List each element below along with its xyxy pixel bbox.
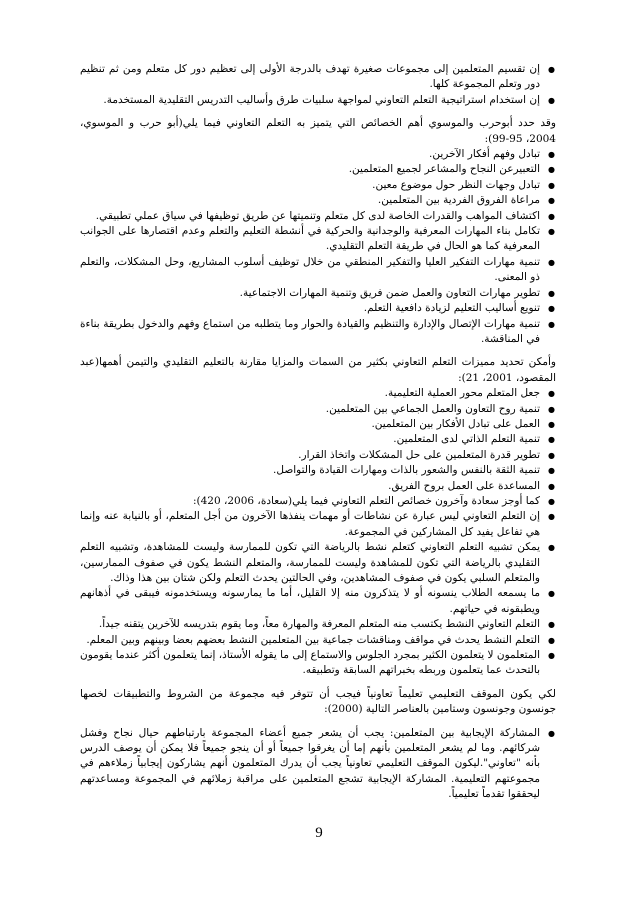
list-item: ● إن تقسيم المتعلمين إلى مجموعات صغيرة تهدف بالدرجة الأولى إلى تعظيم دور كل متعلم ومن ثم تنظيم دور وتعلم المجموعة كلها. bbox=[80, 62, 556, 93]
list-item: ● تبادل وجهات النظر حول موضوع معين. bbox=[80, 178, 556, 193]
list-item: ● تنمية روح التعاون والعمل الجماعي بين المتعلمين. bbox=[80, 402, 556, 417]
list-item: ● تنمية مهارات التفكير العليا والتفكير المنطقي من خلال توظيف أسلوب المشاريع، وحل المشكلات، والتعلم ذو المعنى. bbox=[80, 255, 556, 286]
list-item: ● تنمية التعلم الذاتي لدى المتعلمين. bbox=[80, 432, 556, 447]
list-item: ● إن استخدام استراتيجية التعلم التعاوني لمواجهة سلبيات طرق وأساليب التدريس التقليدية المستخدمة. bbox=[80, 93, 556, 108]
list-item: ● تطوير مهارات التعاون والعمل ضمن فريق وتنمية المهارات الاجتماعية. bbox=[80, 286, 556, 301]
conditions-bullet-list bbox=[80, 726, 556, 803]
list-item: ● تنويع أساليب التعليم لزيادة دافعية التعلم. bbox=[80, 301, 556, 316]
list-item: ● العمل على تبادل الأفكار بين المتعلمين. bbox=[80, 417, 556, 432]
features-intro-paragraph: وقد حدد أبوحرب والموسوي أهم الخصائص التي يتميز به التعلم التعاوني فيما يلي(أبو حرب و الموسوي، 2004، 95-99): bbox=[80, 117, 556, 145]
list-item: ● اكتشاف المواهب والقدرات الخاصة لدى كل متعلم وتنميتها عن طريق توظيفها في سياق عملي تطبيقي. bbox=[80, 209, 556, 224]
list-item: ● إن التعلم التعاوني ليس عبارة عن نشاطات أو مهمات ينفذها الآخرون من أجل المتعلم، أو بالنيابة عنه وإنما هي تفاعل يفيد كل المشاركين في المجموعة. bbox=[80, 509, 556, 540]
list-item: ● تنمية مهارات الإتصال والإدارة والتنظيم والقيادة والحوار وما يتطلبه من استماع وفهم والدخول بطريقة بناءة في المناقشة. bbox=[80, 317, 556, 348]
intro-bullet-list bbox=[80, 62, 556, 108]
page-number: 9 bbox=[315, 825, 323, 841]
list-item: ● تطوير قدرة المتعلمين على حل المشكلات واتخاذ القرار. bbox=[80, 448, 556, 463]
list-item: ● المساعدة على العمل بروح الفريق. bbox=[80, 479, 556, 494]
list-item: ● كما أوجز سعادة وآخرون خصائص التعلم التعاوني فيما يلي(سعادة، 2006، 420): bbox=[80, 494, 556, 509]
list-item: ● المشاركة الإيجابية بين المتعلمين: يجب أن يشعر جميع أعضاء المجموعة بارتباطهم حيال نجاح وفشل شركائهم. وما لم يشعر المتعلمين بأنهم إما أن يغرقوا جميعاً أو أن ينجو جميعاً فلا يمكن أن يوصف الدرس بأنه "تعاوني".ليكون الموقف التعليمي تعاونياً يجب أن يدرك المتعلمون أنهم يشاركون إيجابياً زملاءهم في مجموعتهم التعليمية. المشاركة الإيجابية تشجع المتعلمين على مراقبة زملائهم في المجموعة ومساعدتهم ليحققوا تقدماً تعليمياً. bbox=[80, 726, 556, 803]
list-item: ● التعلم التعاوني النشط يكتسب منه المتعلم المعرفة والمهارة معاً، وما يقوم بتدريسه للآخرين يتقنه جيداً. bbox=[80, 617, 556, 632]
conditions-intro-paragraph: لكي يكون الموقف التعليمي تعليماً تعاونياً فيجب أن تتوفر فيه مجموعة من الشروط والتطبيقات لخصها جونسون وجونسون وستامين بالعناصر التالية (2000): bbox=[80, 687, 556, 716]
list-item: ● جعل المتعلم محور العملية التعليمية. bbox=[80, 386, 556, 401]
list-item: ● مراعاة الفروق الفردية بين المتعلمين. bbox=[80, 193, 556, 208]
features-bullet-list bbox=[80, 147, 556, 347]
list-item: ● التعلم النشط يحدث في مواقف ومناقشات جماعية بين المتعلمين النشط بعضهم بعضا وبينهم وبين المعلم. bbox=[80, 633, 556, 648]
list-item: ● يمكن تشبيه التعلم التعاوني كتعلم نشط بالرياضة التي تكون للممارسة وليست للمشاهدة، وتشبيه التعلم التقليدي بالرياضة التي تكون للمشاهدة وليست للممارسة، والمتعلم النشط يكون في صفوف الممارسين، والمتعلم السلبي يكون في صفوف المشاهدين، وفي الحالتين يحدث التعلم ولكن شتان بين هذا وذاك. bbox=[80, 540, 556, 586]
list-item: ● المتعلمون لا يتعلمون الكثير بمجرد الجلوس والاستماع إلى ما يقوله الأستاذ، إنما يتعلمون أكثر عندما يقومون بالتحدث عما يتعلمون وربطه بخبراتهم السابقة وتطبيقه. bbox=[80, 648, 556, 679]
advantages-bullet-list bbox=[80, 386, 556, 679]
list-item: ● تكامل بناء المهارات المعرفية والوجدانية والحركية في أنشطة التعليم والتعلم وعدم اقتصارها على الجوانب المعرفية كما هو الحال في طريقة التعلم التقليدي. bbox=[80, 224, 556, 255]
advantages-intro-paragraph: وأمكن تحديد مميزات التعلم التعاوني بكثير من السمات والمزايا مقارنة بالتعليم التقليدي والتيمن أهمها(عبد المقصود، 2001، 21): bbox=[80, 356, 556, 384]
list-item: ● تبادل وفهم أفكار الآخرين. bbox=[80, 147, 556, 162]
list-item: ● ما يسمعه الطلاب ينسونه أو لا يتذكرون منه إلا القليل، أما ما يمارسونه ويستخدمونه فيبقى في أذهانهم ويطبقونه في حياتهم. bbox=[80, 586, 556, 617]
list-item: ● التعبيرعن النجاح والمشاعر لجميع المتعلمين. bbox=[80, 162, 556, 177]
list-item: ● تنمية الثقة بالنفس والشعور بالذات ومهارات القيادة والتواصل. bbox=[80, 463, 556, 478]
